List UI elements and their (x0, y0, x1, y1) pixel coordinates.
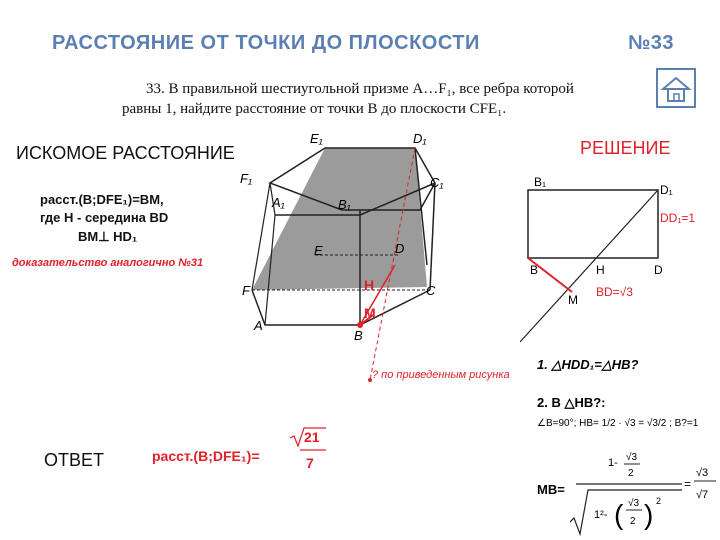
rf-BD: BD=√3 (596, 285, 633, 299)
note-perpendicular: BM⊥ HD₁ (78, 229, 138, 244)
rf-DD1: DD₁=1 (660, 211, 696, 225)
step-2-detail: ∠B=90°; HB= 1/2 · √3 = √3/2 ; B?=1 (537, 418, 699, 429)
rf-M: M (568, 293, 578, 307)
step-1: 1. △HDD₁=△HB? (537, 357, 639, 372)
mb-label: MB= (537, 482, 565, 497)
label-D1: D₁ (413, 131, 427, 146)
label-A1: A₁ (272, 195, 285, 210)
rf-D: D (654, 263, 663, 277)
label-F1: F₁ (240, 171, 253, 186)
note-midpoint: где H - середина BD (40, 210, 169, 225)
rf-D1: D₁ (660, 183, 673, 197)
label-B: B (354, 328, 363, 343)
svg-text:=: = (684, 477, 692, 491)
label-E: E (314, 243, 323, 258)
label-C1: C₁ (430, 175, 444, 190)
answer-value (288, 424, 328, 476)
label-D: D (395, 241, 405, 256)
svg-text:2: 2 (630, 516, 636, 527)
svg-text:√3: √3 (626, 452, 638, 463)
svg-text:(: ( (614, 499, 624, 530)
home-icon (658, 70, 694, 106)
label-E1: E₁ (310, 131, 323, 146)
page-title: РАССТОЯНИЕ ОТ ТОЧКИ ДО ПЛОСКОСТИ (52, 32, 480, 54)
home-button[interactable] (656, 68, 696, 108)
note-distance (40, 192, 164, 207)
svg-text:1-: 1- (608, 457, 618, 469)
figure-caption: ? по приведенным рисунка (372, 369, 510, 381)
svg-text:1²-: 1²- (594, 509, 608, 521)
svg-text:): ) (644, 499, 654, 530)
solution-figure (520, 172, 720, 372)
problem-line-1: 33. В правильной шестиугольной призме A…F₁, все ребра которой (146, 81, 574, 97)
label-M: M (364, 305, 376, 321)
note-distance-text: расст.(B;DFE₁)=BM, (40, 192, 164, 207)
step-2: 2. B △HB?: (537, 395, 606, 410)
sought-distance-label: ИСКОМОЕ РАССТОЯНИЕ (16, 143, 235, 163)
svg-text:√3: √3 (628, 498, 640, 509)
svg-text:√7: √7 (696, 489, 709, 501)
svg-text:7: 7 (306, 455, 314, 471)
label-F: F (242, 283, 250, 298)
problem-line-2: равны 1, найдите расстояние от точки B до плоскости CFE₁. (122, 101, 507, 117)
svg-text:2: 2 (628, 468, 634, 479)
rf-B: B (530, 263, 539, 277)
solution-label: РЕШЕНИЕ (580, 138, 671, 158)
svg-text:2: 2 (656, 496, 662, 506)
label-H: H (364, 277, 375, 293)
prism-figure (230, 125, 520, 395)
mb-formula (570, 448, 718, 536)
label-A: A (254, 318, 263, 333)
note-proof: доказательство аналогично №31 (12, 257, 204, 269)
rf-B1: B₁ (534, 175, 547, 189)
problem-number: №33 (628, 32, 675, 54)
svg-text:√3: √3 (696, 467, 709, 479)
label-B1: B₁ (338, 197, 351, 212)
rf-H: H (596, 263, 605, 277)
svg-text:21: 21 (304, 429, 320, 445)
answer-expression: расст.(B;DFE₁)= (152, 448, 260, 464)
label-C: C (426, 283, 436, 298)
answer-label: ОТВЕТ (44, 450, 105, 470)
